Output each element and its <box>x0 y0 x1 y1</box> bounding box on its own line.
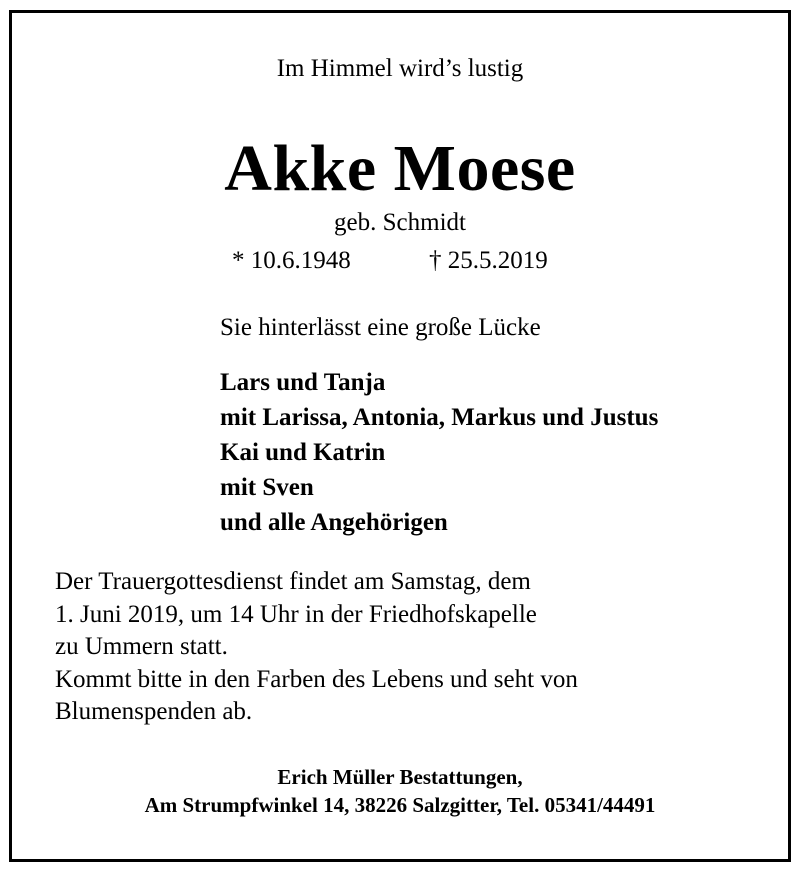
service-line: 1. Juni 2019, um 14 Uhr in der Friedhofskapelle <box>55 600 537 628</box>
undertaker-name: Erich Müller Bestattungen, <box>277 765 523 789</box>
deceased-name: Akke Moese <box>224 132 576 205</box>
maiden-name: geb. Schmidt <box>334 209 466 236</box>
motto: Im Himmel wird’s lustig <box>276 55 524 82</box>
mourner-line: mit Sven <box>220 474 314 501</box>
service-line: Blumenspenden ab. <box>55 698 253 725</box>
lead-line: Sie hinterlässt eine große Lücke <box>220 314 541 341</box>
service-line: zu Ummern statt. <box>55 633 228 660</box>
mourner-line: Lars und Tanja <box>220 369 386 396</box>
undertaker-info <box>12 763 788 819</box>
service-line: Kommt bitte in den Farben des Lebens und seht von <box>55 665 578 693</box>
mourners-list <box>220 365 658 540</box>
death-date: † 25.5.2019 <box>429 247 548 274</box>
mourner-line: und alle Angehörigen <box>220 509 448 536</box>
service-line: Der Trauergottesdienst findet am Samstag, dem <box>55 568 531 595</box>
mourner-line: mit Larissa, Antonia, Markus und Justus <box>220 404 659 431</box>
undertaker-address: Am Strumpfwinkel 14, 38226 Salzgitter, Tel. 05341/44491 <box>144 793 656 817</box>
service-info <box>55 566 578 729</box>
birth-date: * 10.6.1948 <box>232 247 351 274</box>
obituary-notice <box>9 10 791 862</box>
mourner-line: Kai und Katrin <box>220 439 386 466</box>
